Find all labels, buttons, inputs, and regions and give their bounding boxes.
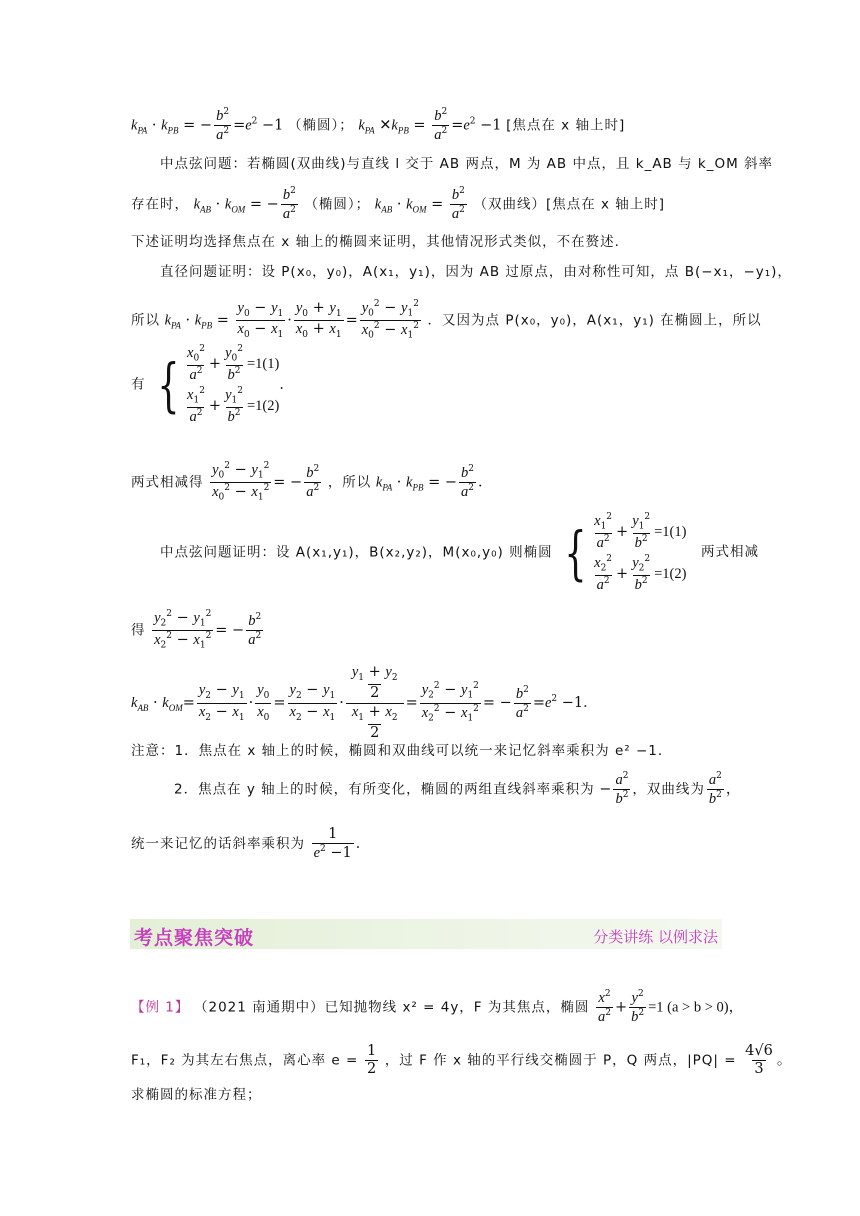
note-2: 2．焦点在 y 轴上的时候，有所变化，椭圆的两组直线斜率乘积为 − $\frac{a^2}{b^2}$ ，双曲线为 $\frac{a^2}{b^2}$ ， (174, 771, 741, 807)
diameter-system: 有 { $\frac{x_0^2}{a^2}$ + $\frac{y_0^2}{b^2}$ =1(1) $\frac{x_1^2}{a^2}$ + $\frac{y_1^2}{b^2}$ =1(2) ． (131, 344, 294, 426)
chord-proof-line-3: $k_{AB} \cdot k_{OM}=$ $\frac{y_2 - y_1}{x_2 - x_1}$ · $\frac{y_0}{x_0}$ = $\frac{y_2 - y_1}{x_2 - x_1}$ · $\frac{\frac{y_1 + y_2}{2}}{\frac{x_1 + x_2}{2}}$ = $\frac{y_2^2 - y_1^2}{x_2^2 - x_1^2}$ = − $\frac{b^2}{a^2}$ $=e^2 -1$． (131, 664, 598, 741)
diameter-result: 两式相减得 $\frac{y_0^2 - y_1^2}{x_0^2 - x_1^2}$ = − $\frac{b^2}{a^2}$ ，所以 $k_{PA} \cdot k_{PB}$ = − $\frac{b^2}{a^2}$ ． (131, 461, 493, 503)
example-line-2: F₁，F₂ 为其左右焦点，离心率 e = $\frac{1}{2}$ ，过 F 作 x 轴的平行线交椭圆于 P，Q 两点，|PQ| = $\frac{4√6}{3}$ 。 (131, 1043, 792, 1078)
banner-title: 考点聚焦突破 (134, 927, 255, 949)
section-banner (130, 919, 722, 949)
diameter-proof-line-1: 直径问题证明：设 P(x₀，y₀)，A(x₁，y₁)，因为 AB 过原点，由对称性可知，点 B(−x₁，−y₁)， (160, 264, 792, 280)
example-line-3: 求椭圆的标准方程； (131, 1087, 262, 1103)
diameter-proof-line-2: 所以 $k_{PA} \cdot k_{PB}$ = $\frac{y_0 - y_1}{x_0 - x_1}$ · $\frac{y_0 + y_1}{x_0 + x_1}$ = $\frac{y_0^2 - y_1^2}{x_0^2 - x_1^2}$ ．又因为点 P(x₀，y₀)，A(x₁，y₁) 在椭圆上，所以 (131, 299, 762, 341)
chord-proof-line-1: 中点弦问题证明：设 A(x₁,y₁)，B(x₂,y₂)，M(x₀,y₀) 则椭圆 { $\frac{x_1^2}{a^2}$ + $\frac{y_1^2}{b^2}$ =1(1) $\frac{x_2^2}{a^2}$ + $\frac{y_2^2}{b^2}$ =1(2) 两式相减 (160, 512, 760, 594)
chord-formula-line: 存在时， $k_{AB} \cdot k_{OM}$ = − $\frac{b^2}{a^2}$ （椭圆）； $k_{AB} \cdot k_{OM}$ = $\frac{b^2}{a^2}$ （双曲线）[焦点在 x 轴上时] (131, 186, 666, 222)
chord-statement-line: 中点弦问题：若椭圆(双曲线)与直线 l 交于 AB 两点，M 为 AB 中点，且 k_AB 与 k_OM 斜率 (160, 156, 774, 172)
example-tag: 【例 1】 (131, 999, 190, 1016)
chord-proof-line-2: 得 $\frac{y_2^2 - y_1^2}{x_2^2 - x_1^2}$ = − $\frac{b^2}{a^2}$ (131, 609, 262, 651)
proof-note: 下述证明均选择焦点在 x 轴上的椭圆来证明，其他情况形式类似，不在赘述. (131, 234, 620, 250)
example-line-1: 【例 1】 （2021 南通期中）已知抛物线 x² = 4y，F 为其焦点，椭圆 $\frac{x^2}{a^2}$ + $\frac{y^2}{b^2}$ =1 (a > b > 0)， (131, 989, 744, 1025)
banner-subtitle: 分类讲练 以例求法 (593, 928, 718, 946)
formula-line-1: $k_{PA} \cdot k_{PB}$ = − $\frac{b^2}{a^2}$ $=e^2 -1$ （椭圆）； $k_{PA}$ $✕k_{PB}$ = $\frac{b^2}{a^2}$ $=e^2 -1$ [焦点在 x 轴上时] (131, 107, 626, 143)
note-3: 统一来记忆的话斜率乘积为 $\frac{1}{e^2 -1}$ ． (131, 826, 371, 862)
note-1: 注意：1．焦点在 x 轴上的时候，椭圆和双曲线可以统一来记忆斜率乘积为 e² −1． (131, 743, 673, 759)
